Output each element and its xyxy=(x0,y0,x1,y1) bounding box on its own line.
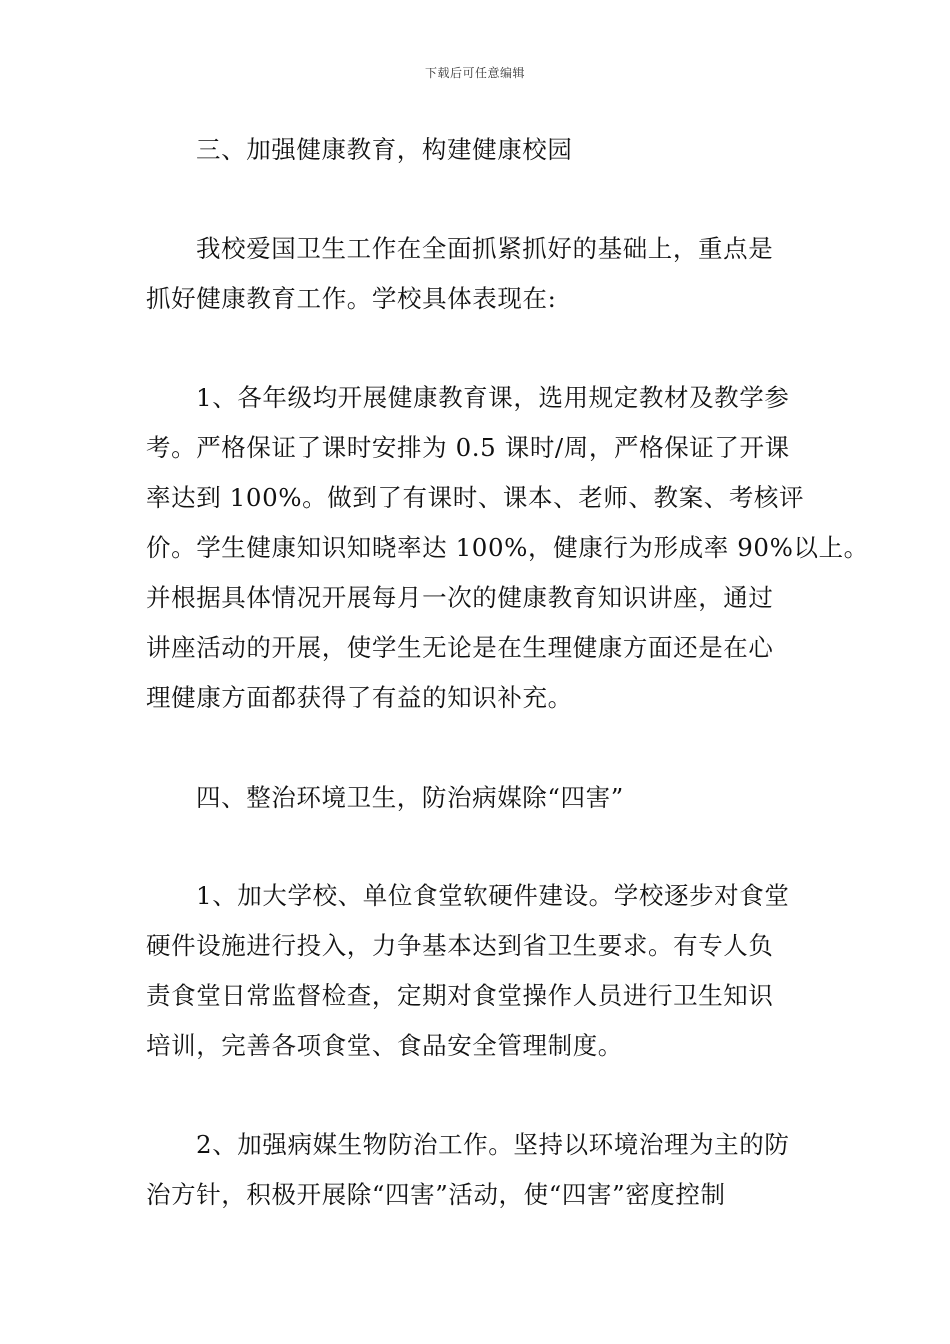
section-heading-three: 三、加强健康教育，构建健康校园 xyxy=(196,135,573,164)
paragraph-line: 并根据具体情况开展每月一次的健康教育知识讲座，通过 xyxy=(146,583,774,612)
section-heading-four: 四、整治环境卫生，防治病媒除“四害” xyxy=(196,783,624,812)
header-note: 下载后可任意编辑 xyxy=(424,66,525,80)
paragraph-line: 讲座活动的开展，使学生无论是在生理健康方面还是在心 xyxy=(146,633,774,662)
paragraph-line: 抓好健康教育工作。学校具体表现在: xyxy=(146,284,557,313)
paragraph-line: 我校爱国卫生工作在全面抓紧抓好的基础上，重点是 xyxy=(196,234,774,263)
paragraph-line: 1、加大学校、单位食堂软硬件建设。学校逐步对食堂 xyxy=(196,881,790,910)
paragraph-line: 2、加强病媒生物防治工作。坚持以环境治理为主的防 xyxy=(196,1130,790,1159)
paragraph-line: 1、各年级均开展健康教育课，选用规定教材及教学参 xyxy=(196,383,790,412)
paragraph-line: 考。严格保证了课时安排为 0.5 课时/周，严格保证了开课 xyxy=(146,433,790,462)
paragraph-line: 责食堂日常监督检查，定期对食堂操作人员进行卫生知识 xyxy=(146,981,774,1010)
paragraph-line: 理健康方面都获得了有益的知识补充。 xyxy=(146,683,573,712)
paragraph-line: 价。学生健康知识知晓率达 100%，健康行为形成率 90%以上。 xyxy=(146,533,869,562)
paragraph-line: 培训，完善各项食堂、食品安全管理制度。 xyxy=(146,1031,623,1060)
paragraph-line: 治方针，积极开展除“四害”活动，使“四害”密度控制 xyxy=(146,1180,726,1209)
paragraph-line: 硬件设施进行投入，力争基本达到省卫生要求。有专人负 xyxy=(146,931,774,960)
paragraph-line: 率达到 100%。做到了有课时、课本、老师、教案、考核评 xyxy=(146,483,805,512)
